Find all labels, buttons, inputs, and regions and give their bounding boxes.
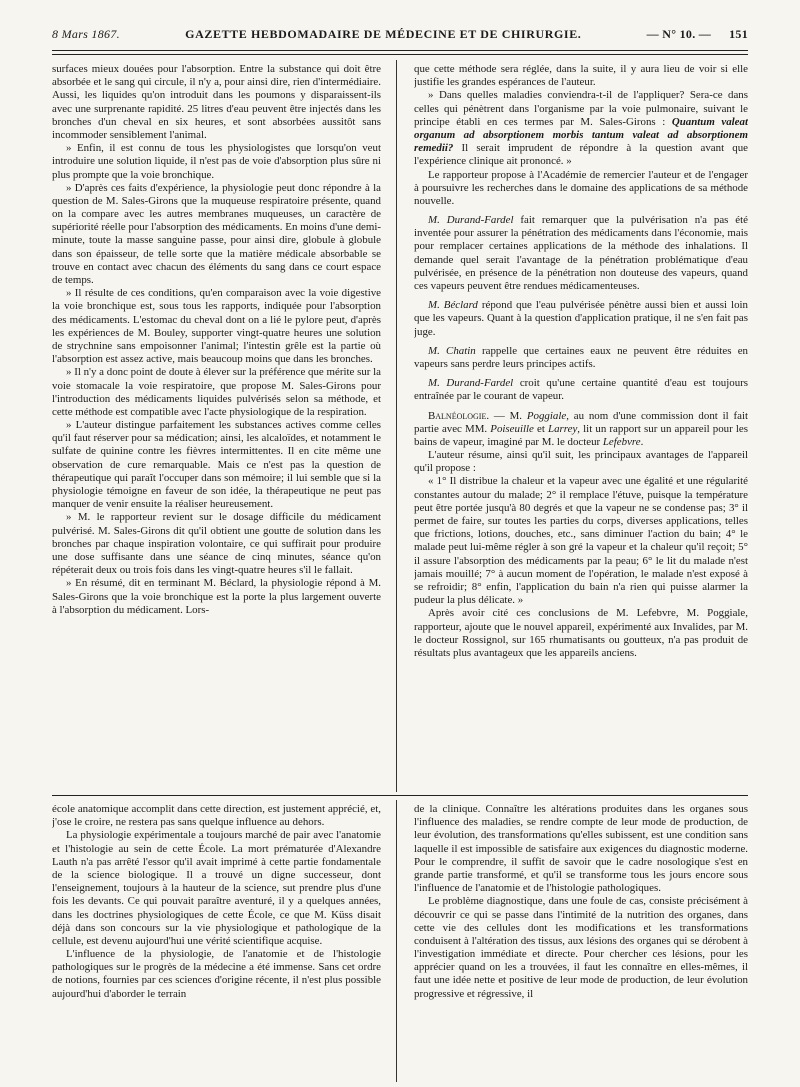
text-run: , au nom d'une commission dont il fait partie avec MM. <box>414 409 748 435</box>
text-run: croit qu'une certaine quantité d'eau est toujours entraînée par le courant de vapeur. <box>414 377 748 403</box>
text-run: , lit un rapport sur un appareil pour les bains de vapeur, imaginé par M. le docteur <box>414 422 748 448</box>
person-name: Lefebvre <box>602 435 641 448</box>
speaker-name: M. Chatin <box>428 344 476 357</box>
paragraph: » M. le rapporteur revient sur le dosage difficile du médicament pulvérisé. M. Sales-Girons dit qu'il obtient une goutte de solution dans les bronches par chaque inspiration volontaire, ce qui suffirait pour produire une dose suffisante dans une séance de cinq minutes, séance qu'on répéterait deux ou trois fois dans les vingt-quatre heures s'il le fallait. <box>52 511 381 577</box>
paragraph: « 1° Il distribue la chaleur et la vapeur avec une égalité et une régularité constantes autour du malade; 2° il remplace l'étuve, puisque la température peut être portée jusqu'à 80 degrés et que la vapeur ne se condense pas; 3° il permet de faire, sur toutes les parties du corps, diverses applications, telles que frictions, lotions, douches, etc., sans diminuer l'action du bain; 4° le malade peut lui-même régler à son gré la vapeur et la chaleur qu'il reçoit; 5° il assure l'absorption des médicaments par la peau; 6° le lit du malade n'est jamais mouillé; 7° à aucun moment de l'opération, le malade n'est exposé à se refroidir; 8° enfin, l'application du bain n'a rien qui puisse alarmer la pudeur la plus délicate. » <box>414 475 748 607</box>
text-run: Il serait imprudent de répondre à la question avant que l'expérience clinique ait prononcé. » <box>414 142 748 168</box>
latin-quote: Quantum valeat organum ad absorptionem morbis tantum valeat ad absorptionem remedii? <box>414 115 748 155</box>
paragraph: Le problème diagnostique, dans une foule de cas, consiste précisément à découvrir ce qui se passe dans l'intimité de la nutrition des organes, dans cette vie des cellules dont les modifications et les transformations conduisent à l'altération des tissus, aux lésions des organes qui se dérobent à l'investigation immédiate et directe. Pour chercher ces lésions, pour les apprécier quand on les a trouvées, il faut les connaître en elles-mêmes, il faut une idée nette et positive de leur mode de production, de leur évolution progressive et régressive, il <box>414 895 748 1000</box>
section-label: Balnéologie. <box>428 409 490 422</box>
paragraph: surfaces mieux douées pour l'absorption. Entre la substance qui doit être absorbée et le sang qui circule, il n'y a, pour ainsi dire, rien d'intermédiaire. Aussi, les liquides qu'on introduit dans les poumons y disparaissent-ils avec une surprenante rapidité. 25 litres d'eau peuvent être injectés dans les bronches d'un cheval en six heures, et sont absorbées aussitôt sans incommoder sensiblement l'animal. <box>52 63 381 141</box>
paragraph: » Il n'y a donc point de doute à élever sur la préférence que mérite sur la voie stomacale la voie respiratoire, que propose M. Sales-Girons pour l'introduction des médicaments liquides pulvérisés selon sa méthode, et cette méthode est compatible avec l'acte physiologique de la respiration. <box>52 366 381 418</box>
column-top-right <box>414 63 748 791</box>
paragraph <box>414 214 748 293</box>
text-run: répond que l'eau pulvérisée pénètre aussi bien et aussi loin que les vapeurs. Quant à la question d'application pratique, il ne s'en fait pas juge. <box>414 299 748 338</box>
paragraph <box>414 89 748 168</box>
column-divider <box>396 800 397 1082</box>
paragraph <box>414 377 748 403</box>
paragraph <box>414 345 748 371</box>
header-right <box>647 27 748 42</box>
paragraph: L'influence de la physiologie, de l'anatomie et de l'histologie pathologiques sur le progrès de la médecine a été immense. Sans cet ordre de notions, fournies par ces sciences d'origine récente, il n'est plus possible aujourd'hui d'aborder le terrain <box>52 948 381 1000</box>
text-run: et <box>533 422 549 435</box>
page-number: 151 <box>729 27 748 41</box>
person-name: Poiseuille <box>490 422 534 435</box>
column-divider <box>396 60 397 792</box>
speaker-name: M. Durand-Fardel <box>428 377 514 390</box>
paragraph: La physiologie expérimentale a toujours marché de pair avec l'anatomie et l'histologie au sein de cette École. La mort prématurée d'Alexandre Lauth n'a pas arrêté l'essor qu'il avait imprimé à cette partie fondamentale de la science biologique. Il a trouvé un digne successeur, dont l'enseignement, toujours à la hauteur de la science, sut prendre plus d'une fois les devants. Ce qui pouvait paraître aventuré, il y a quelques années, dans les doctrines physiologiques de cette École, ce que M. Küss disait déjà dans son concours sur la vie physiologique et pathologique de la cellule, est devenu aujourd'hui une vérité scientifique acquise. <box>52 829 381 947</box>
journal-title: GAZETTE HEBDOMADAIRE DE MÉDECINE ET DE CHIRURGIE. <box>185 27 582 41</box>
paragraph: Après avoir cité ces conclusions de M. Lefebvre, M. Poggiale, rapporteur, ajoute que le nouvel appareil, expérimenté aux Invalides, par M. le docteur Rossignol, sur 165 rhumatisants ou goutteux, n'a pas produit de résultats plus avantageux que les appareils anciens. <box>414 607 748 659</box>
paragraph: école anatomique accomplit dans cette direction, est justement apprécié, et, j'ose le croire, ne restera pas sans quelque influence au dehors. <box>52 803 381 829</box>
issue-number: — N° 10. — <box>646 27 712 41</box>
paragraph: » En résumé, dit en terminant M. Béclard, la physiologie répond à M. Sales-Girons que la voie bronchique est la porte la plus largement ouverte à l'absorption du médicament. Lors- <box>52 577 381 616</box>
paragraph: » Il résulte de ces conditions, qu'en comparaison avec la voie digestive la voie bronchique est, sous tous les rapports, indiquée pour l'absorption des médicaments. L'estomac du cheval dont on a lié le pylore peut, d'après les expériences de M. Bouley, supporter vingt-quatre heures une solution de strychnine sans empoisonner l'animal; l'intestin grêle est la partie où l'absorption est assez active, mais beaucoup moins que dans les bronches. <box>52 287 381 366</box>
speaker-name: M. Durand-Fardel <box>428 214 514 227</box>
paragraph <box>414 299 748 339</box>
text-run: — M. <box>489 409 527 422</box>
paragraph: de la clinique. Connaître les altérations produites dans les organes sous l'influence des maladies, se rendre compte de leur mode de production, de leur évolution, des transformations qu'elles subissent, est une condition sans laquelle il est impossible de satisfaire aux exigences du diagnostic moderne. Pour le comprendre, il suffit de savoir que le cadre nosologique s'est en grande partie transformé, et qu'il se transforme tous les jours encore sous l'influence de l'anatomie et de l'histologie pathologiques. <box>414 803 748 895</box>
paragraph: » Enfin, il est connu de tous les physiologistes que lorsqu'on veut introduire une solution liquide, il n'est pas de voie d'absorption plus sûre ni plus prompte que la voie bronchique. <box>52 142 381 181</box>
text-run: rappelle que certaines eaux ne peuvent être réduites en vapeurs sans perdre leurs principes actifs. <box>414 344 748 370</box>
paragraph: L'auteur résume, ainsi qu'il suit, les principaux avantages de l'appareil qu'il propose : <box>414 449 748 475</box>
running-header <box>52 27 748 45</box>
issue-date: 8 Mars 1867. <box>52 27 120 41</box>
text-run: . <box>640 435 644 448</box>
text-run: fait remarquer que la pulvérisation n'a pas été inventée pour assurer la pénétration des médicaments dans l'économie, mais pour remplacer certaines applications de la méthode des inhalations. Il demande quel serait l'avantage de la pénétration problématique d'eau pulvérisée, en présence de la pénétration non douteuse des vapeurs, quand ces vapeurs peuvent être rendues médicamenteuses. <box>414 214 748 292</box>
speaker-name: Poggiale <box>526 409 567 422</box>
column-bottom-right <box>414 803 748 1081</box>
paragraph: » D'après ces faits d'expérience, la physiologie peut donc répondre à la question de M. Sales-Girons que la muqueuse respiratoire présente, quand on la compare avec les autres membranes muqueuses, un caractère de supériorité réelle pour l'absorption des médicaments. En moins d'une demi-minute, toute la masse sanguine passe, pour ainsi dire, globule à globule dans son épaisseur, de telle sorte que la matière médicale absorbable se trouve en contact avec chacun des éléments du sang dans ce court espace de temps. <box>52 181 381 286</box>
speaker-name: M. Béclard <box>428 299 478 312</box>
paragraph: que cette méthode sera réglée, dans la suite, il y aura lieu de voir si elle justifie les grandes espérances de l'auteur. <box>414 63 748 89</box>
header-rule <box>52 50 748 55</box>
column-bottom-left <box>52 803 381 1081</box>
text-run: » Dans quelles maladies conviendra-t-il de l'appliquer? Sera-ce dans celles qui pénètrent dans l'organisme par la voie pulmonaire, suivant le principe établi en ces termes par M. Sales-Girons : <box>414 89 748 128</box>
paragraph: Le rapporteur propose à l'Académie de remercier l'auteur et de l'engager à poursuivre les recherches dans le domaine des applications de sa méthode nouvelle. <box>414 168 748 207</box>
column-top-left <box>52 63 381 791</box>
paragraph <box>414 410 748 450</box>
section-rule <box>52 795 748 796</box>
person-name: Larrey <box>548 422 578 435</box>
paragraph: » L'auteur distingue parfaitement les substances actives comme celles qu'il faut réserver pour sa médication; ainsi, les alcaloïdes, et notamment le sulfate de quinine contre les fièvres intermittentes. Il en cite même une observation de cure remarquable. Mais ce n'est pas la question de thérapeutique qui paraît l'occuper dans son mémoire; il lui semble que si la physiologie témoigne en faveur de son idée, la thérapeutique ne peut pas manquer de venir ensuite la réaliser heureusement. <box>52 419 381 511</box>
